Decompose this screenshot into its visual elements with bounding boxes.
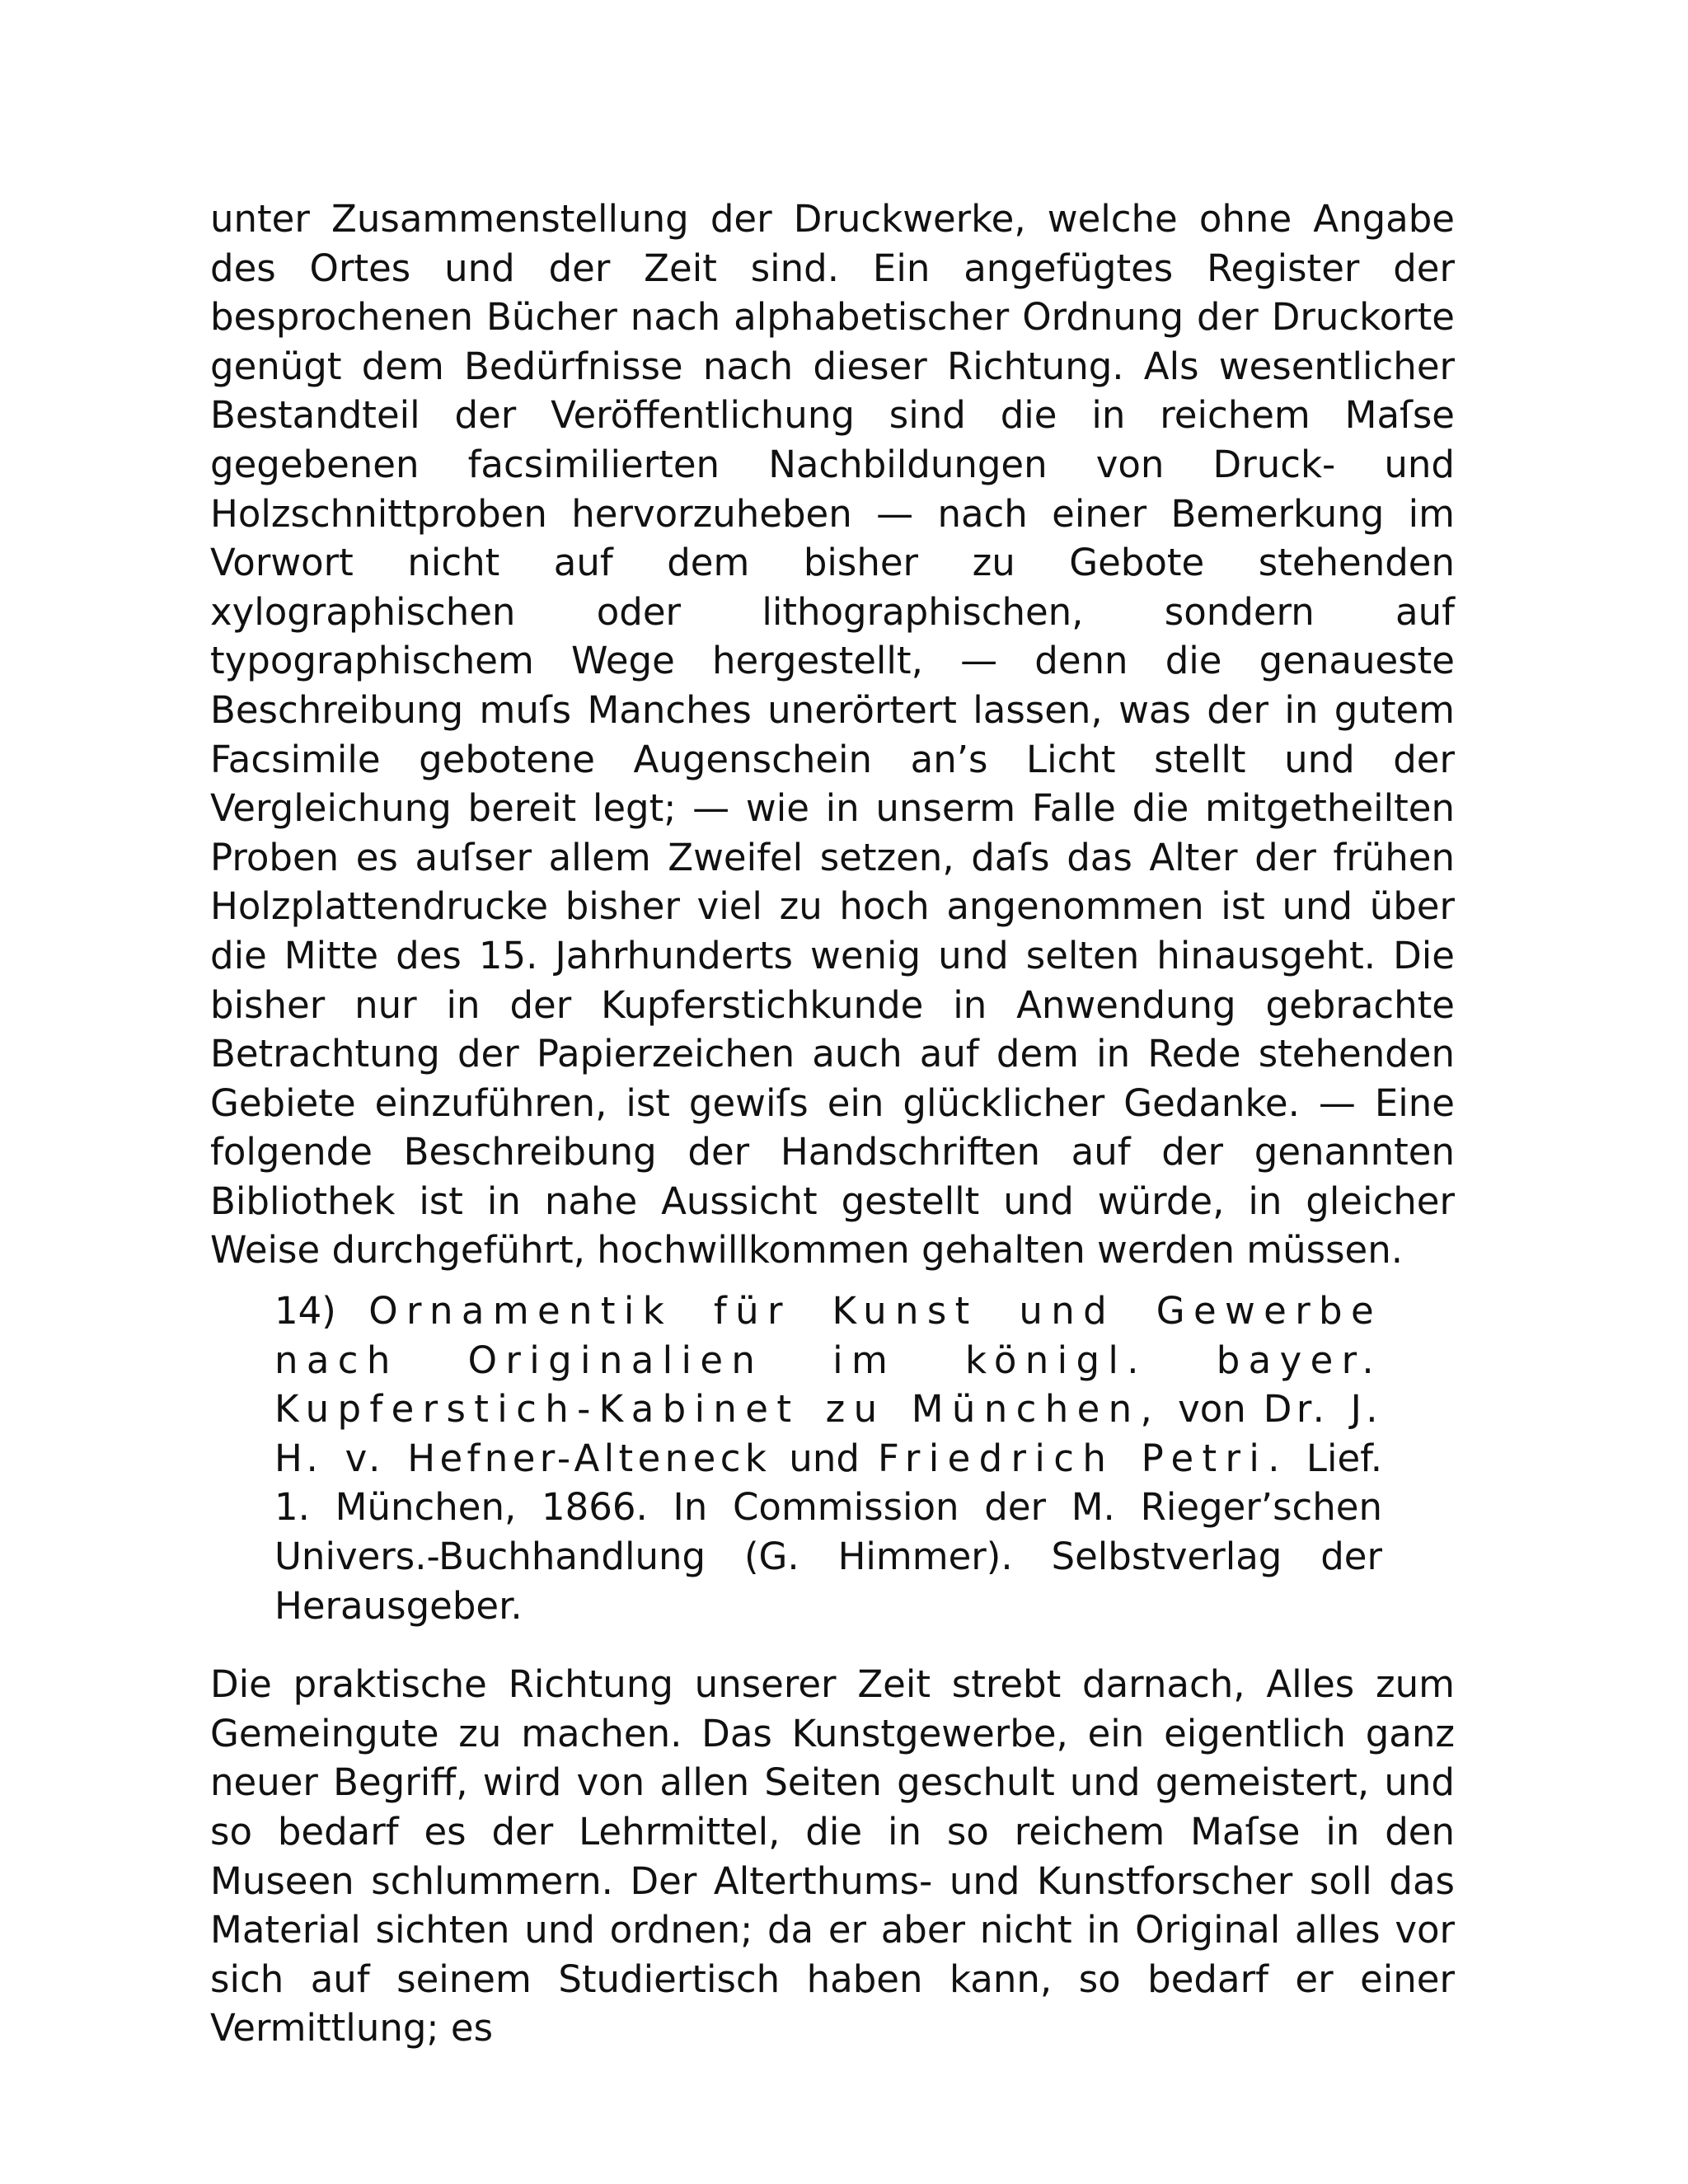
paragraph-continuation: unter Zusammenstellung der Druckwerke, welche ohne Angabe des Ortes und der Zeit sind. Ein angefügtes Register der besprochenen Bücher nach alphabetischer Ordnung der Druckorte genügt dem Bedürfnisse nach dieser Richtung. Als wesentlicher Bestandteil der Veröffentlichung sind die in reichem Maſse gegebenen facsimilierten Nachbildungen von Druck- und Holzschnittproben hervorzuheben — nach einer Bemerkung im Vorwort nicht auf dem bisher zu Gebote stehenden xylographischen oder lithographischen, sondern auf typographischem Wege hergestellt, — denn die genaueste Beschreibung muſs Manches unerörtert lassen, was der in gutem Facsimile gebotene Augenschein an’s Licht stellt und der Vergleichung bereit legt; — wie in unserm Falle die mitgetheilten Proben es auſser allem Zweifel setzen, daſs das Alter der frühen Holzplattendrucke bisher viel zu hoch angenommen ist und über die Mitte des 15. Jahrhunderts wenig und selten hinausgeht. Die bisher nur in der Kupferstichkunde in Anwendung gebrachte Betrachtung der Papierzeichen auch auf dem in Rede stehenden Gebiete einzuführen, ist gewiſs ein glücklicher Gedanke. — Eine folgende Beschreibung der Handschriften auf der genannten Bibliothek ist in nahe Aussicht gestellt und würde, in gleicher Weise durchgeführt, hochwillkommen gehalten werden müssen. — [210, 197, 1455, 1272]
entry-number: 14) — [274, 1289, 336, 1333]
entry-title: Ornamentik für Kunst und Gewerbe nach Originalien im königl. bayer. Kupferstich-Kabinet zu München, — [274, 1289, 1382, 1432]
bibliography-entry — [274, 1275, 1382, 1660]
entry-and: und — [771, 1436, 878, 1480]
entry-author-1: Dr. J. H. v. Hefner-Alteneck — [274, 1387, 1383, 1480]
entry-publication: Lief. 1. München, 1866. In Commission der M. Rieger’schen Univers.-Buchhandlung (G. Himmer). Selbstverlag der Herausgeber. — [274, 1436, 1383, 1628]
entry-author-2: Friedrich Petri. — [877, 1436, 1288, 1480]
entry-by: von — [1160, 1387, 1264, 1432]
paragraph-review: Die praktische Richtung unserer Zeit strebt darnach, Alles zum Gemeingute zu machen. Das Kunstgewerbe, ein eigentlich ganz neuer Begriff, wird von allen Seiten geschult und gemeistert, und so bedarf es der Lehrmittel, die in so reichem Maſse in den Museen schlummern. Der Alterthums- und Kunstforscher soll das Material sichten und ordnen; da er aber nicht in Original alles vor sich auf seinem Studiertisch haben kann, so bedarf er einer Vermittlung; es — [210, 1662, 1455, 2050]
document-page — [210, 194, 1455, 2053]
